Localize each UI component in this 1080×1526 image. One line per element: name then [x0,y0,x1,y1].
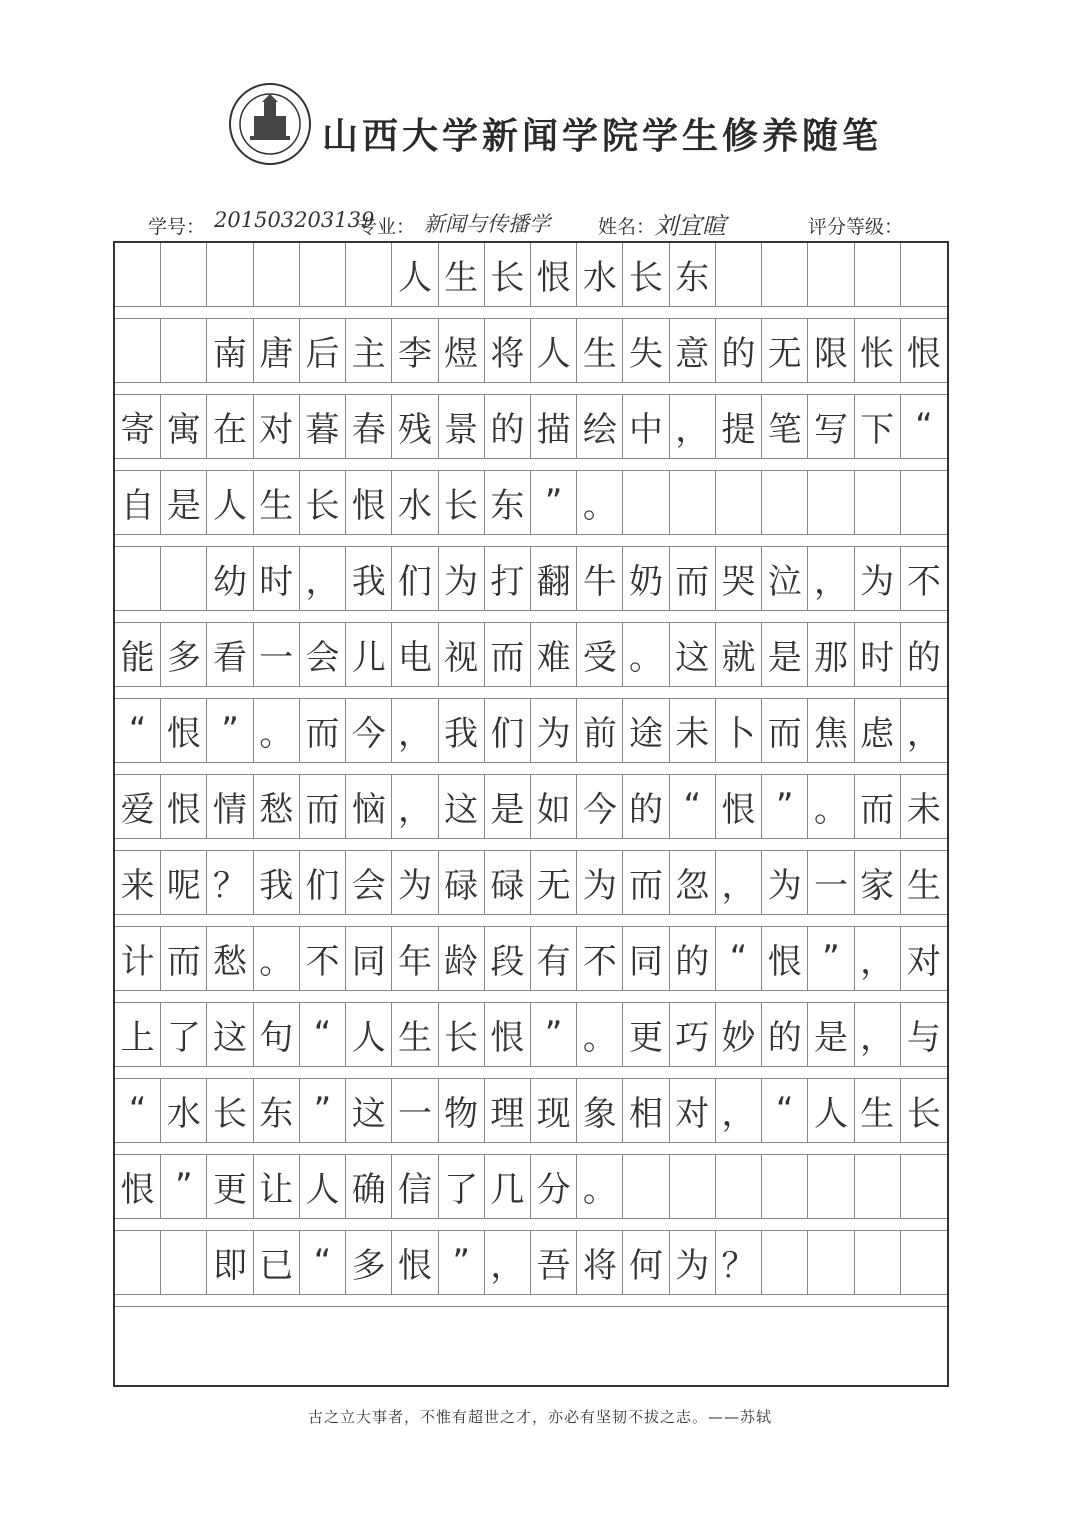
grid-cell: 对 [901,927,947,991]
grid-cell: 。 [623,623,669,687]
grid-cell: 我 [254,851,300,915]
grid-cell: 碌 [439,851,485,915]
grid-cell: 而 [855,775,901,839]
grid-cell: 而 [300,699,346,763]
grid-cell: 就 [716,623,762,687]
grid-cell: 恨 [161,699,207,763]
grid-cell: ， [716,1079,762,1143]
grid-cell: 无 [531,851,577,915]
grid-cell: 途 [623,699,669,763]
grid-cell: 难 [531,623,577,687]
grid-cell: 我 [346,547,392,611]
grid-row-gap [115,611,947,624]
grid-cell: 情 [207,775,253,839]
grid-cell: 如 [531,775,577,839]
grid-cell: 的 [485,395,531,459]
essay-line [115,1003,947,1067]
grid-cell: 恼 [346,775,392,839]
grid-cell [161,319,207,383]
grid-cell: ， [485,1231,531,1295]
grid-cell: ” [161,1155,207,1219]
grid-cell [670,1155,716,1219]
essay-title-row [115,243,947,307]
grid-cell: 而 [762,699,808,763]
grid-cell: 景 [439,395,485,459]
grid-cell: 。 [254,699,300,763]
essay-line [115,395,947,459]
id-value: 201503203139 [214,208,375,232]
grid-cell: ” [207,699,253,763]
grid-cell: 为 [670,1231,716,1295]
grid-cell [670,471,716,535]
grid-cell: 今 [346,699,392,763]
grid-cell: 的 [623,775,669,839]
essay-grid-sheet [113,241,949,1387]
id-label: 学号： [148,216,206,238]
grid-cell: 。 [577,471,623,535]
grid-cell [762,471,808,535]
essay-line [115,851,947,915]
grid-cell [901,471,947,535]
grid-cell: 意 [670,319,716,383]
grid-cell: ， [716,851,762,915]
grid-cell: 水 [392,471,438,535]
grid-cell: 煜 [439,319,485,383]
grid-cell: “ [300,1003,346,1067]
grid-cell [762,243,808,307]
grid-cell: 春 [346,395,392,459]
grid-cell [901,1231,947,1295]
grid-cell: 人 [300,1155,346,1219]
grid-row-gap [115,763,947,776]
grid-cell: 多 [346,1231,392,1295]
grid-cell: 们 [485,699,531,763]
grid-row-gap [115,1219,947,1232]
grid-cell: 。 [808,775,854,839]
grid-cell: 恨 [115,1155,161,1219]
grid-cell [716,471,762,535]
essay-line [115,775,947,839]
essay-line [115,1231,947,1295]
grid-cell [161,1231,207,1295]
essay-line [115,471,947,535]
grid-cell [716,243,762,307]
grid-cell: 奶 [623,547,669,611]
grid-cell: “ [115,699,161,763]
grid-cell [115,243,161,307]
grid-cell [808,471,854,535]
grade-label: 评分等级： [808,216,904,238]
grid-cell [115,547,161,611]
page-header [0,0,1080,200]
grid-cell: 未 [670,699,716,763]
grid-cell: 为 [577,851,623,915]
essay-line [115,1155,947,1219]
grid-cell: 人 [346,1003,392,1067]
grid-cell: 生 [439,243,485,307]
grid-cell: 段 [485,927,531,991]
grid-cell: 上 [115,1003,161,1067]
grid-cell: 笔 [762,395,808,459]
grid-cell: 受 [577,623,623,687]
grid-cell: ， [392,775,438,839]
grid-cell: ” [762,775,808,839]
grid-cell: ， [855,1003,901,1067]
grid-cell: 暮 [300,395,346,459]
grid-cell: 长 [439,1003,485,1067]
grid-cell: 们 [300,851,346,915]
grid-row-gap [115,535,947,548]
grid-cell: 哭 [716,547,762,611]
grid-cell: 长 [485,243,531,307]
grid-cell: 已 [254,1231,300,1295]
grid-cell: “ [115,1079,161,1143]
grid-cell: 这 [670,623,716,687]
grid-cell: 对 [254,395,300,459]
grid-cell: 自 [115,471,161,535]
grid-cell: 妙 [716,1003,762,1067]
grid-cell: 一 [392,1079,438,1143]
grid-cell: 同 [623,927,669,991]
grid-cell: 时 [855,623,901,687]
grid-cell: 牛 [577,547,623,611]
grid-cell: 。 [577,1155,623,1219]
grid-cell: 巧 [670,1003,716,1067]
grid-cell: 让 [254,1155,300,1219]
name-value: 刘宜暄 [654,212,726,240]
grid-cell: 句 [254,1003,300,1067]
grid-cell: 这 [346,1079,392,1143]
grid-cell [623,1155,669,1219]
essay-line [115,1079,947,1143]
essay-line [115,547,947,611]
grid-cell: 能 [115,623,161,687]
grid-cell: 人 [207,471,253,535]
grid-cell [855,243,901,307]
grid-cell: 儿 [346,623,392,687]
grid-cell: 计 [115,927,161,991]
grid-cell: 看 [207,623,253,687]
grid-cell: 提 [716,395,762,459]
grid-cell: 恨 [901,319,947,383]
grid-cell [207,243,253,307]
grid-row-gap [115,839,947,852]
grid-cell: 将 [485,319,531,383]
grid-cell: 的 [670,927,716,991]
grid-cell: 们 [392,547,438,611]
grid-cell [855,471,901,535]
grid-cell: 长 [439,471,485,535]
grid-cell: 来 [115,851,161,915]
grid-cell: ？ [716,1231,762,1295]
grid-cell: 信 [392,1155,438,1219]
grid-cell: 恨 [762,927,808,991]
grid-cell: 打 [485,547,531,611]
grid-cell: 是 [485,775,531,839]
grid-cell: 分 [531,1155,577,1219]
grid-cell: 视 [439,623,485,687]
grid-cell: 东 [254,1079,300,1143]
grid-cell [300,243,346,307]
grid-cell: 生 [577,319,623,383]
grid-cell: 而 [485,623,531,687]
grid-cell: 中 [623,395,669,459]
grid-cell: 相 [623,1079,669,1143]
grid-cell: 为 [439,547,485,611]
grid-row-gap [115,1295,947,1308]
grid-cell: 。 [254,927,300,991]
grid-cell: 不 [901,547,947,611]
grid-cell [623,471,669,535]
grid-cell: 恨 [716,775,762,839]
grid-cell: 生 [901,851,947,915]
grid-cell: 限 [808,319,854,383]
grid-cell: 呢 [161,851,207,915]
grid-row-gap [115,1067,947,1080]
grid-cell: 是 [161,471,207,535]
grid-cell: 吾 [531,1231,577,1295]
grid-row-gap [115,915,947,928]
grid-cell: 焦 [808,699,854,763]
grid-cell: 对 [670,1079,716,1143]
grid-row-gap [115,307,947,320]
grid-cell: 残 [392,395,438,459]
grid-cell: 怅 [855,319,901,383]
grid-cell: 为 [531,699,577,763]
essay-line [115,699,947,763]
grid-cell: 长 [901,1079,947,1143]
grid-row-gap [115,459,947,472]
grid-cell: 生 [392,1003,438,1067]
grid-cell: 恨 [485,1003,531,1067]
major-value: 新闻与传播学 [424,212,550,236]
grid-cell [115,1231,161,1295]
grid-cell: 时 [254,547,300,611]
grid-cell: 同 [346,927,392,991]
grid-cell [161,547,207,611]
grid-cell [808,1155,854,1219]
grid-cell: 在 [207,395,253,459]
grid-cell: 生 [855,1079,901,1143]
grid-cell: 愁 [207,927,253,991]
grid-cell: “ [901,395,947,459]
grid-cell: 南 [207,319,253,383]
grid-cell: ， [901,699,947,763]
grid-cell: 人 [808,1079,854,1143]
grid-cell: 恨 [346,471,392,535]
essay-line [115,927,947,991]
grid-cell: 不 [300,927,346,991]
grid-cell: 为 [855,547,901,611]
grid-cell: 生 [254,471,300,535]
university-seal-icon [228,82,312,166]
grid-row-gap [115,383,947,396]
grid-cell: 电 [392,623,438,687]
grid-cell: 何 [623,1231,669,1295]
grid-cell [808,1231,854,1295]
essay-line [115,623,947,687]
grid-cell: 下 [855,395,901,459]
grid-cell: 象 [577,1079,623,1143]
name-label: 姓名： [598,216,656,238]
grid-cell [901,243,947,307]
grid-cell: 现 [531,1079,577,1143]
grid-cell: 人 [392,243,438,307]
grid-cell: 而 [670,547,716,611]
grid-cell: 写 [808,395,854,459]
grid-cell: 更 [623,1003,669,1067]
grid-cell: 会 [346,851,392,915]
grid-cell: 东 [485,471,531,535]
grid-cell: ， [808,547,854,611]
grid-cell: 几 [485,1155,531,1219]
grid-cell: 长 [207,1079,253,1143]
grid-cell: 是 [762,623,808,687]
grid-cell: 这 [207,1003,253,1067]
grid-cell: 碌 [485,851,531,915]
grid-cell: 物 [439,1079,485,1143]
grid-cell [161,243,207,307]
grid-cell: 绘 [577,395,623,459]
grid-cell: 恨 [531,243,577,307]
grid-cell: 前 [577,699,623,763]
page-title: 山西大学新闻学院学生修养随笔 [322,115,883,157]
grid-cell: 会 [300,623,346,687]
student-info-row [148,206,948,240]
grid-cell [901,1155,947,1219]
grid-cell: ， [300,547,346,611]
grid-cell: 龄 [439,927,485,991]
grid-cell: 是 [808,1003,854,1067]
grid-cell: ， [392,699,438,763]
grid-cell: 这 [439,775,485,839]
grid-cell: 年 [392,927,438,991]
grid-cell: 为 [392,851,438,915]
grid-cell: 长 [623,243,669,307]
grid-row-gap [115,991,947,1004]
grid-cell: 主 [346,319,392,383]
grid-cell: 描 [531,395,577,459]
grid-cell: 不 [577,927,623,991]
grid-cell [254,243,300,307]
grid-cell: 卜 [716,699,762,763]
grid-cell: 失 [623,319,669,383]
grid-cell: ” [808,927,854,991]
grid-cell: 理 [485,1079,531,1143]
grid-cell [716,1155,762,1219]
major-label: 专业： [358,216,416,238]
grid-cell: 的 [762,1003,808,1067]
grid-cell: “ [300,1231,346,1295]
grid-cell: 水 [161,1079,207,1143]
grid-cell: 的 [901,623,947,687]
grid-cell: 寓 [161,395,207,459]
grid-cell: “ [716,927,762,991]
grid-cell: 。 [577,1003,623,1067]
grid-cell: 将 [577,1231,623,1295]
grid-cell: ” [300,1079,346,1143]
grid-cell: “ [670,775,716,839]
grid-cell: 水 [577,243,623,307]
grid-cell: 寄 [115,395,161,459]
grid-cell: 唐 [254,319,300,383]
grid-cell: 东 [670,243,716,307]
grid-cell [762,1231,808,1295]
grid-cell [346,243,392,307]
grid-cell: 一 [808,851,854,915]
grid-cell: 人 [531,319,577,383]
grid-row-gap [115,687,947,700]
grid-cell: 爱 [115,775,161,839]
grid-cell: 后 [300,319,346,383]
grid-cell: 虑 [855,699,901,763]
grid-cell: 家 [855,851,901,915]
grid-cell: 了 [439,1155,485,1219]
grid-cell [855,1231,901,1295]
grid-cell: 那 [808,623,854,687]
grid-cell: 今 [577,775,623,839]
grid-cell: 多 [161,623,207,687]
grid-cell: 翻 [531,547,577,611]
grid-cell: 恨 [392,1231,438,1295]
grid-cell: 愁 [254,775,300,839]
grid-cell [762,1155,808,1219]
grid-cell: 忽 [670,851,716,915]
grid-cell: 确 [346,1155,392,1219]
grid-cell [115,319,161,383]
grid-cell: 我 [439,699,485,763]
grid-cell: ” [531,1003,577,1067]
grid-cell: 而 [300,775,346,839]
grid-row-gap [115,1143,947,1156]
grid-cell: 了 [161,1003,207,1067]
footer-quote: 古之立大事者，不惟有超世之才，亦必有坚韧不拔之志。——苏轼 [307,1408,772,1426]
grid-cell: 的 [716,319,762,383]
grid-cell: ， [670,395,716,459]
grid-cell: 即 [207,1231,253,1295]
grid-cell: “ [762,1079,808,1143]
grid-cell: 李 [392,319,438,383]
grid-cell: 为 [762,851,808,915]
grid-cell: 而 [161,927,207,991]
grid-cell: 未 [901,775,947,839]
grid-cell: 无 [762,319,808,383]
grid-cell: 恨 [161,775,207,839]
grid-cell: 有 [531,927,577,991]
grid-cell [808,243,854,307]
grid-cell: 而 [623,851,669,915]
grid-cell: ” [531,471,577,535]
grid-cell [855,1155,901,1219]
grid-cell: 泣 [762,547,808,611]
grid-cell: 与 [901,1003,947,1067]
grid-cell: 更 [207,1155,253,1219]
grid-cell: 长 [300,471,346,535]
grid-cell: 一 [254,623,300,687]
essay-line [115,319,947,383]
grid-cell: ” [439,1231,485,1295]
grid-cell: ？ [207,851,253,915]
grid-cell: ， [855,927,901,991]
grid-cell: 幼 [207,547,253,611]
